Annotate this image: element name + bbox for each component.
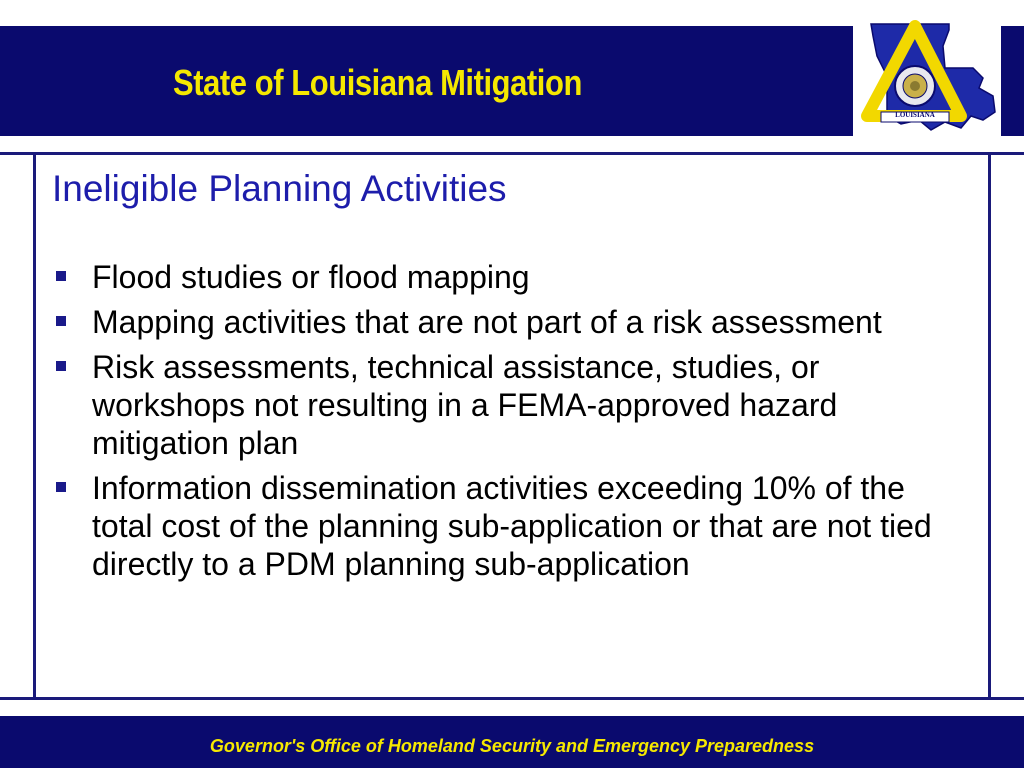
bullet-text: Information dissemination activities exceeding 10% of the total cost of the planning sub-application or that are not tied directly to a PDM planning sub-application <box>92 470 932 582</box>
slide-header-title: State of Louisiana Mitigation <box>173 62 582 103</box>
square-bullet-icon <box>56 316 66 326</box>
square-bullet-icon <box>56 361 66 371</box>
logo-label: LOUISIANA <box>895 111 935 119</box>
bullet-text: Flood studies or flood mapping <box>92 259 530 295</box>
bullet-text: Risk assessments, technical assistance, studies, or workshops not resulting in a FEMA-approved hazard mitigation plan <box>92 349 838 461</box>
footer-text: Governor's Office of Homeland Security and Emergency Preparedness <box>209 736 815 756</box>
logo <box>853 16 1001 138</box>
bullet-text: Mapping activities that are not part of a risk assessment <box>92 304 882 340</box>
frame-left-rule <box>33 152 36 700</box>
bullet-item <box>52 348 972 462</box>
bullet-item <box>52 469 972 583</box>
square-bullet-icon <box>56 271 66 281</box>
bullet-list <box>52 258 972 590</box>
bullet-item <box>52 303 972 341</box>
bullet-item <box>52 258 972 296</box>
square-bullet-icon <box>56 482 66 492</box>
louisiana-seal-icon <box>853 16 1001 138</box>
slide-subtitle: Ineligible Planning Activities <box>52 168 507 209</box>
frame-right-rule <box>988 152 991 700</box>
